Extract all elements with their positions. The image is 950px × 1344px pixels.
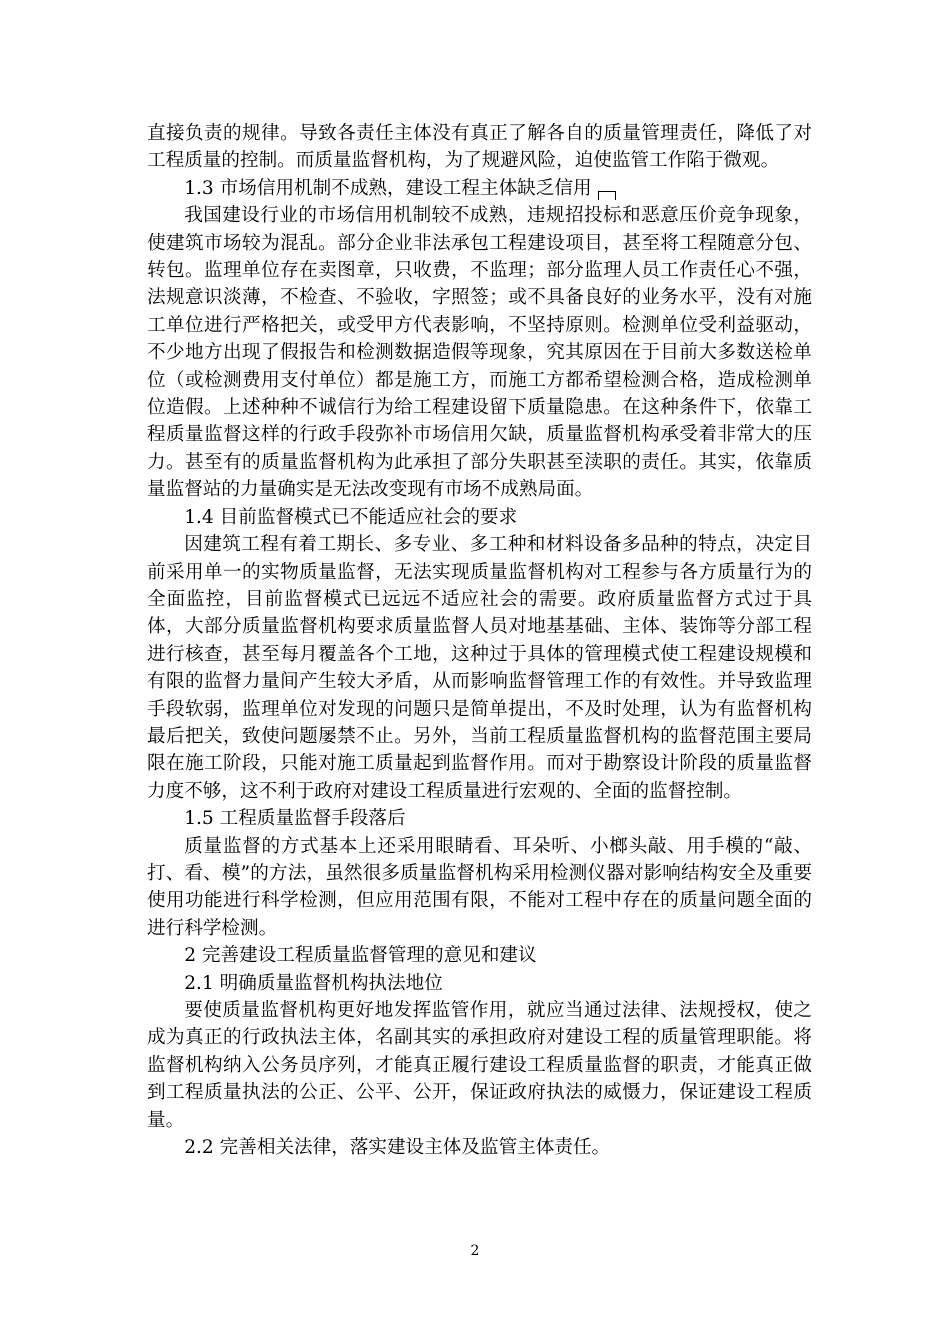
section-heading-1-4: 1.4 目前监督模式已不能适应社会的要求 [184,506,518,528]
paragraph: 因建筑工程有着工期长、多专业、多工种和材料设备多品种的特点，决定目前采用单一的实物质量监督，无法实现质量监督机构对工程参与各方质量行为的全面监控，目前监督模式已远远不适应社会的需要。政府质量监督方式过于具体，大部分质量监督机构要求质量监督人员对地基基础、主体、装饰等分部工程进行核查，甚至每月覆盖各个工地，这种过于具体的管理模式使工程建设规模和有限的监督力量间产生较大矛盾，从而影响监督管理工作的有效性。并导致监理手段软弱，监理单位对发现的问题只是简单提出，不及时处理，认为有监督机构最后把关，致使问题屡禁不止。另外，当前工程质量监督机构的监督范围主要局限在施工阶段，只能对施工质量起到监督作用。而对于勘察设计阶段的质量监督力度不够，这不利于政府对建设工程质量进行宏观的、全面的监督控制。 [147,534,812,802]
section-heading-1-5: 1.5 工程质量监督手段落后 [184,808,406,830]
paragraph: 我国建设行业的市场信用机制较不成熟，违规招投标和恶意压价竞争现象，使建筑市场较为混乱。部分企业非法承包工程建设项目，甚至将工程随意分包、转包。监理单位存在卖图章，只收费，不监理；部分监理人员工作责任心不强，法规意识淡薄，不检查、不验收，字照签；或不具备良好的业务水平，没有对施工单位进行严格把关，或受甲方代表影响，不坚持原则。检测单位受利益驱动，不少地方出现了假报告和检测数据造假等现象，究其原因在于目前大多数送检单位（或检测费用支付单位）都是施工方，而施工方都希望检测合格，造成检测单位造假。上述种种不诚信行为给工程建设留下质量隐患。在这种条件下，依靠工程质量监督这样的行政手段弥补市场信用欠缺，质量监督机构承受着非常大的压力。甚至有的质量监督机构为此承担了部分失职甚至渎职的责任。其实，依靠质量监督站的力量确实是无法改变现有市场不成熟局面。 [147,205,812,501]
paragraph-continued: 直接负责的规律。导致各责任主体没有真正了解各自的质量管理责任，降低了对工程质量的控制。而质量监督机构，为了规避风险，迫使监管工作陷于微观。 [147,123,812,172]
document-body [147,120,812,1161]
paragraph: 质量监督的方式基本上还采用眼睛看、耳朵听、小榔头敲、用手模的“敲、打、看、模”的方法，虽然很多质量监督机构采用检测仪器对影响结构安全及重要使用功能进行科学检测，但应用范围有限，不能对工程中存在的质量问题全面的进行科学检测。 [147,835,812,939]
section-heading-2-2: 2.2 完善相关法律，落实建设主体及监管主体责任。 [184,1137,611,1159]
section-heading-2-1: 2.1 明确质量监督机构执法地位 [184,972,443,994]
section-heading-2: 2 完善建设工程质量监督管理的意见和建议 [184,945,537,967]
heading-text: 1.3 市场信用机制不成熟，建设工程主体缺乏信用 [184,177,592,199]
paragraph: 要使质量监督机构更好地发挥监管作用，就应当通过法律、法规授权，使之成为真正的行政执法主体，名副其实的承担政府对建设工程的质量管理职能。将监督机构纳入公务员序列，才能真正履行建设工程质量监督的职责，才能真正做到工程质量执法的公正、公平、公开，保证政府执法的威慑力，保证建设工程质量。 [147,1000,812,1131]
section-heading-1-3 [147,175,812,202]
page-number: 2 [470,1243,480,1259]
insertion-mark-icon [598,191,616,200]
